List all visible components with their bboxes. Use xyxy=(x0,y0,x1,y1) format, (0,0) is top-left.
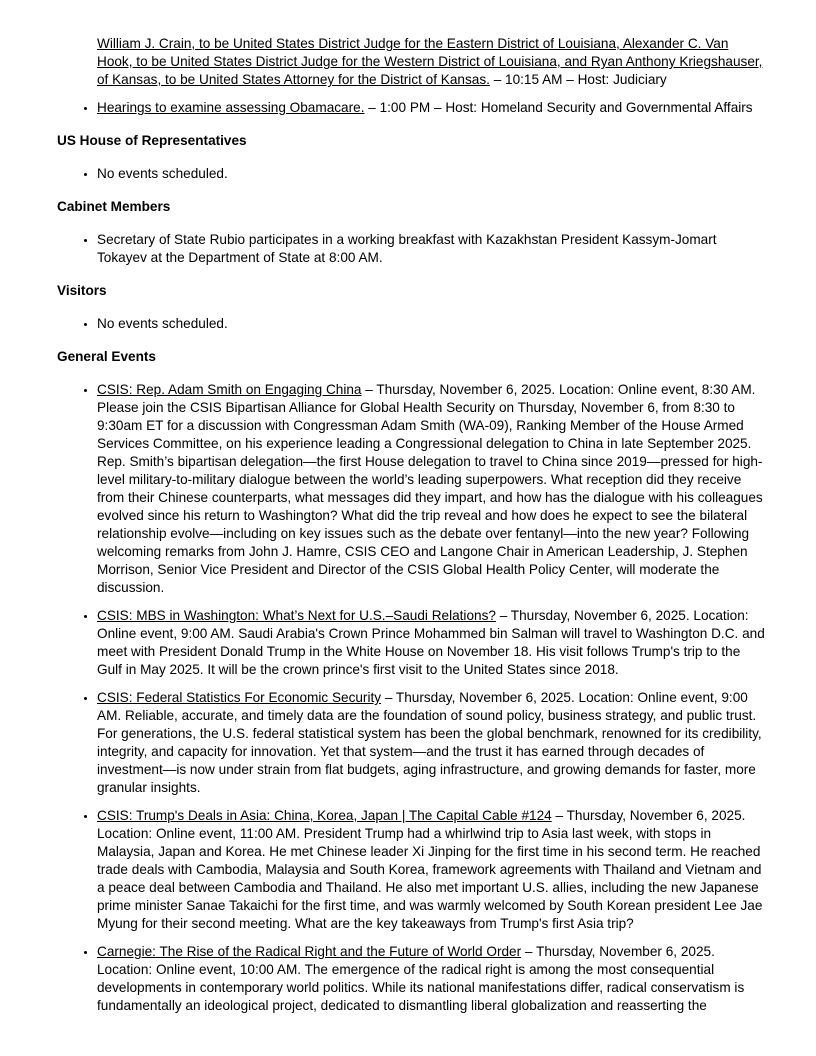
list-item xyxy=(97,607,767,679)
event-link[interactable]: CSIS: Federal Statistics For Economic Security xyxy=(97,690,382,705)
document-page xyxy=(57,35,767,1025)
list-item xyxy=(97,35,767,89)
list-item xyxy=(97,381,767,597)
event-link[interactable]: CSIS: Trump's Deals in Asia: China, Korea, Japan | The Capital Cable #124 xyxy=(97,808,552,823)
event-detail: – Thursday, November 6, 2025. Location: Online event, 10:00 AM. The emergence of the radical right is among the most consequential developments in contemporary world politics. While its national manifestations differ, radical conservatism is fundamentally an ideological project, dedicated to dismantling liberal globalization and reasserting the xyxy=(97,944,745,1013)
cabinet-heading: Cabinet Members xyxy=(57,199,171,214)
event-detail: – Thursday, November 6, 2025. Location: Online event, 8:30 AM. Please join the CSIS Bipartisan Alliance for Global Health Security on Thursday, November 6, from 8:30 to 9:30am ET for a discussion with Congressman Adam Smith (WA-09), Ranking Member of the House Armed Services Committee, on his experience leading a Congressional delegation to China in late September 2025. Rep. Smith’s bipartisan delegation—the first House delegation to travel to China since 2019—pressed for high-level military-to-military dialogue between the world’s leading superpowers. What reception did they receive from their Chinese counterparts, what messages did they impart, and how has the dialogue with his colleagues evolved since his return to Washington? What did the trip reveal and how does he expect to see the bilateral relationship evolve—including on key issues such as the debate over fentanyl—into the new year? Following welcoming remarks from John J. Hamre, CSIS CEO and Langone Chair in American Leadership, J. Stephen Morrison, Senior Vice President and Director of the CSIS Global Health Policy Center, will moderate the discussion. xyxy=(97,382,763,595)
list-item: • No events scheduled. xyxy=(97,315,767,333)
event-link[interactable]: Hearings to examine assessing Obamacare. xyxy=(97,100,365,115)
list-item: • Secretary of State Rubio participates in a working breakfast with Kazakhstan President Kassym-Jomart Tokayev at the Department of State at 8:00 AM. xyxy=(97,231,767,267)
event-detail: – Thursday, November 6, 2025. Location: Online event, 9:00 AM. Saudi Arabia's Crown Prince Mohammed bin Salman will travel to Washington D.C. and meet with President Donald Trump in the White House on November 18. His visit follows Trump's trip to the Gulf in May 2025. It will be the crown prince's first visit to the United States since 2018. xyxy=(97,608,765,677)
event-link[interactable]: William J. Crain, to be United States District Judge for the Eastern District of Louisiana, Alexander C. Van Hook, to be United States District Judge for the Western District of Louisiana, and Ryan Anthony Kriegshauser, of Kansas, to be United States Attorney for the District of Kansas. xyxy=(97,36,763,87)
list-item xyxy=(97,943,767,1015)
house-events-list xyxy=(57,165,767,183)
event-detail: – Thursday, November 6, 2025. Location: Online event, 9:00 AM. Reliable, accurate, and timely data are the foundation of sound policy, business strategy, and public trust. For generations, the U.S. federal statistical system has been the global benchmark, renowned for its credibility, integrity, and capacity for innovation. Yet that system—and the trust it has earned through decades of investment—is now under strain from flat budgets, aging infrastructure, and growing demands for faster, more granular insights. xyxy=(97,690,762,795)
general-events-list xyxy=(57,381,767,1015)
visitors-events-list xyxy=(57,315,767,333)
cabinet-events-list xyxy=(57,231,767,267)
event-link[interactable]: CSIS: Rep. Adam Smith on Engaging China xyxy=(97,382,362,397)
list-item xyxy=(97,807,767,933)
event-detail: – 1:00 PM – Host: Homeland Security and Governmental Affairs xyxy=(364,100,753,115)
event-detail: – 10:15 AM – Host: Judiciary xyxy=(489,72,667,87)
event-detail: – Thursday, November 6, 2025. Location: Online event, 11:00 AM. President Trump had a whirlwind trip to Asia last week, with stops in Malaysia, Japan and Korea. He met Chinese leader Xi Jinping for the first time in his second term. He reached trade deals with Cambodia, Malaysia and South Korea, framework agreements with Thailand and Vietnam and a peace deal between Cambodia and Thailand. He also met important U.S. allies, including the new Japanese prime minister Sanae Takaichi for the first time, and was warmly welcomed by South Korean president Lee Jae Myung for their second meeting. What are the key takeaways from Trump's first Asia trip? xyxy=(97,808,763,931)
event-link[interactable]: CSIS: MBS in Washington: What’s Next for U.S.–Saudi Relations? xyxy=(97,608,496,623)
senate-events-list xyxy=(57,35,767,117)
list-item xyxy=(97,689,767,797)
house-heading: US House of Representatives xyxy=(57,133,247,148)
event-link[interactable]: Carnegie: The Rise of the Radical Right and the Future of World Order xyxy=(97,944,522,959)
general-events-heading: General Events xyxy=(57,349,156,364)
list-item: • No events scheduled. xyxy=(97,165,767,183)
visitors-heading: Visitors xyxy=(57,283,107,298)
list-item xyxy=(97,99,767,117)
